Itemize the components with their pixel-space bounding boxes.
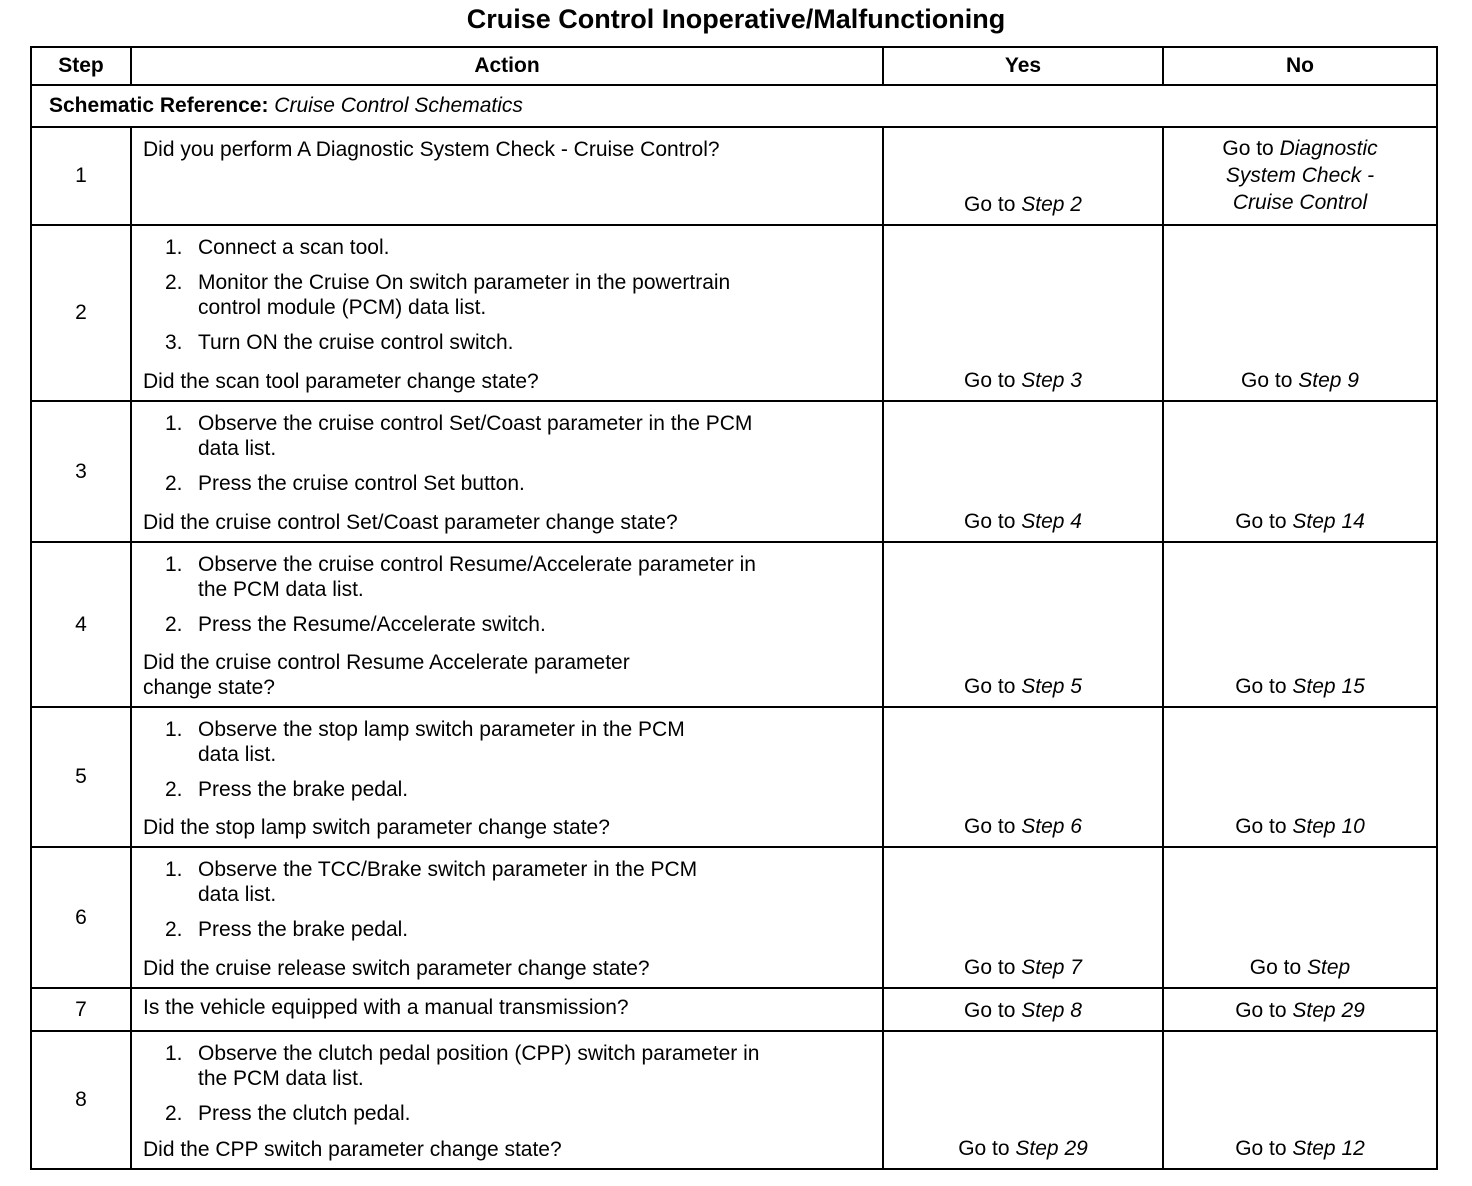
action-item bbox=[143, 411, 872, 461]
no-cell bbox=[1163, 988, 1437, 1031]
action-cell bbox=[131, 225, 883, 401]
action-question: Did you perform A Diagnostic System Check - Cruise Control? bbox=[143, 138, 720, 161]
item-text: Observe the cruise control Set/Coast parameter in the PCM data list. bbox=[198, 412, 753, 460]
item-number: 1. bbox=[165, 236, 183, 259]
item-text: Press the brake pedal. bbox=[198, 918, 409, 941]
step-number: 4 bbox=[31, 542, 131, 707]
yes-prefix: Go to bbox=[958, 1137, 1010, 1160]
header-step: Step bbox=[31, 47, 131, 85]
no-step-link[interactable]: Step 14 bbox=[1292, 510, 1365, 533]
no-step-link[interactable]: Step 15 bbox=[1292, 675, 1365, 698]
no-prefix: Go to bbox=[1222, 137, 1274, 160]
step-number: 2 bbox=[31, 225, 131, 401]
action-content bbox=[143, 543, 872, 706]
action-question: Did the stop lamp switch parameter change state? bbox=[143, 816, 610, 839]
no-cell bbox=[1163, 225, 1437, 401]
action-content bbox=[143, 989, 872, 1030]
yes-cell bbox=[883, 225, 1163, 401]
no-step-link[interactable]: Step 10 bbox=[1292, 815, 1365, 838]
action-item bbox=[143, 717, 872, 767]
item-number: 1. bbox=[165, 858, 183, 881]
action-item bbox=[143, 330, 872, 355]
step-number: 1 bbox=[31, 127, 131, 225]
schematic-row bbox=[31, 85, 1437, 127]
action-question: Did the cruise control Set/Coast parameter change state? bbox=[143, 511, 678, 534]
table-row bbox=[31, 542, 1437, 707]
table-row bbox=[31, 707, 1437, 847]
header-yes: Yes bbox=[883, 47, 1163, 85]
yes-cell bbox=[883, 127, 1163, 225]
step-number: 3 bbox=[31, 401, 131, 542]
item-number: 2. bbox=[165, 613, 183, 636]
action-question: Did the CPP switch parameter change state? bbox=[143, 1138, 562, 1161]
item-number: 1. bbox=[165, 718, 183, 741]
action-question: Did the scan tool parameter change state? bbox=[143, 370, 539, 393]
yes-step-link[interactable]: Step 6 bbox=[1021, 815, 1082, 838]
action-question: Did the cruise release switch parameter change state? bbox=[143, 957, 650, 980]
item-text: Press the clutch pedal. bbox=[198, 1102, 411, 1125]
item-number: 1. bbox=[165, 1042, 183, 1065]
header-no: No bbox=[1163, 47, 1437, 85]
schematic-reference bbox=[31, 85, 1437, 127]
item-text: Observe the clutch pedal position (CPP) switch parameter in the PCM data list. bbox=[198, 1042, 760, 1090]
yes-prefix: Go to bbox=[964, 999, 1016, 1022]
action-item bbox=[143, 270, 872, 320]
action-item bbox=[143, 917, 872, 942]
header-row bbox=[31, 47, 1437, 85]
yes-step-link[interactable]: Step 3 bbox=[1021, 369, 1082, 392]
action-item bbox=[143, 777, 872, 802]
page-title: Cruise Control Inoperative/Malfunctioning bbox=[466, 4, 1006, 34]
no-cell bbox=[1163, 1031, 1437, 1169]
action-item bbox=[143, 552, 872, 602]
yes-step-link[interactable]: Step 8 bbox=[1021, 999, 1082, 1022]
item-text: Observe the TCC/Brake switch parameter in the PCM data list. bbox=[198, 858, 698, 906]
action-cell bbox=[131, 401, 883, 542]
item-number: 2. bbox=[165, 271, 183, 294]
item-number: 2. bbox=[165, 472, 183, 495]
yes-cell bbox=[883, 707, 1163, 847]
action-cell bbox=[131, 988, 883, 1031]
yes-prefix: Go to bbox=[964, 369, 1016, 392]
action-item bbox=[143, 857, 872, 907]
action-item bbox=[143, 1101, 872, 1126]
action-content bbox=[143, 402, 872, 541]
item-number: 2. bbox=[165, 778, 183, 801]
action-cell bbox=[131, 707, 883, 847]
yes-prefix: Go to bbox=[964, 956, 1016, 979]
no-prefix: Go to bbox=[1235, 815, 1287, 838]
item-number: 2. bbox=[165, 1102, 183, 1125]
yes-cell bbox=[883, 542, 1163, 707]
item-number: 1. bbox=[165, 412, 183, 435]
yes-cell bbox=[883, 401, 1163, 542]
header-action: Action bbox=[131, 47, 883, 85]
no-prefix: Go to bbox=[1241, 369, 1293, 392]
diagnostic-table bbox=[30, 46, 1438, 1170]
no-step-link[interactable]: Step 12 bbox=[1292, 1137, 1365, 1160]
action-item bbox=[143, 471, 872, 496]
yes-cell bbox=[883, 988, 1163, 1031]
action-cell bbox=[131, 847, 883, 988]
yes-prefix: Go to bbox=[964, 815, 1016, 838]
step-number: 5 bbox=[31, 707, 131, 847]
table-row bbox=[31, 988, 1437, 1031]
no-prefix: Go to bbox=[1235, 999, 1287, 1022]
action-content bbox=[143, 708, 872, 846]
yes-step-link[interactable]: Step 4 bbox=[1021, 510, 1082, 533]
item-number: 1. bbox=[165, 553, 183, 576]
yes-prefix: Go to bbox=[964, 510, 1016, 533]
yes-step-link[interactable]: Step 2 bbox=[1021, 193, 1082, 216]
table-row bbox=[31, 225, 1437, 401]
action-content bbox=[143, 128, 872, 224]
no-step-link[interactable]: Step bbox=[1307, 956, 1351, 979]
schematic-link[interactable]: Cruise Control Schematics bbox=[274, 94, 523, 117]
action-cell bbox=[131, 1031, 883, 1169]
no-cell bbox=[1163, 401, 1437, 542]
no-step-link[interactable]: Step 29 bbox=[1292, 999, 1365, 1022]
no-step-link[interactable]: Step 9 bbox=[1298, 369, 1359, 392]
step-number: 7 bbox=[31, 988, 131, 1031]
schematic-label: Schematic Reference: bbox=[49, 94, 269, 117]
action-item bbox=[143, 612, 872, 637]
item-text: Turn ON the cruise control switch. bbox=[198, 331, 514, 354]
table-row bbox=[31, 401, 1437, 542]
item-text: Observe the cruise control Resume/Accelerate parameter in the PCM data list. bbox=[198, 553, 756, 601]
no-cell bbox=[1163, 542, 1437, 707]
yes-step-link[interactable]: Step 5 bbox=[1021, 675, 1082, 698]
table-row bbox=[31, 127, 1437, 225]
step-number: 8 bbox=[31, 1031, 131, 1169]
yes-prefix: Go to bbox=[964, 675, 1016, 698]
action-cell bbox=[131, 127, 883, 225]
yes-prefix: Go to bbox=[964, 193, 1016, 216]
action-content bbox=[143, 226, 872, 400]
table-row bbox=[31, 847, 1437, 988]
item-text: Press the Resume/Accelerate switch. bbox=[198, 613, 546, 636]
action-content bbox=[143, 848, 872, 987]
action-content bbox=[143, 1032, 872, 1168]
no-prefix: Go to bbox=[1235, 1137, 1287, 1160]
action-item bbox=[143, 1041, 872, 1091]
item-text: Monitor the Cruise On switch parameter in the powertrain control module (PCM) data list. bbox=[198, 271, 731, 319]
yes-step-link[interactable]: Step 29 bbox=[1015, 1137, 1088, 1160]
no-cell bbox=[1163, 127, 1437, 225]
yes-cell bbox=[883, 847, 1163, 988]
yes-step-link[interactable]: Step 7 bbox=[1021, 956, 1082, 979]
no-cell bbox=[1163, 847, 1437, 988]
step-number: 6 bbox=[31, 847, 131, 988]
table-row bbox=[31, 1031, 1437, 1169]
action-cell bbox=[131, 542, 883, 707]
action-item bbox=[143, 235, 872, 260]
item-number: 2. bbox=[165, 918, 183, 941]
item-text: Press the cruise control Set button. bbox=[198, 472, 525, 495]
action-question: Did the cruise control Resume Accelerate parameter change state? bbox=[143, 651, 630, 699]
no-prefix: Go to bbox=[1249, 956, 1302, 979]
item-text: Observe the stop lamp switch parameter in the PCM data list. bbox=[198, 718, 685, 766]
item-text: Press the brake pedal. bbox=[198, 778, 409, 801]
item-text: Connect a scan tool. bbox=[198, 236, 390, 259]
no-prefix: Go to bbox=[1235, 675, 1287, 698]
yes-cell bbox=[883, 1031, 1163, 1169]
item-number: 3. bbox=[165, 331, 183, 354]
no-step-link[interactable]: Diagnostic System Check - Cruise Control bbox=[1225, 137, 1378, 214]
no-prefix: Go to bbox=[1235, 510, 1287, 533]
action-question: Is the vehicle equipped with a manual transmission? bbox=[143, 996, 629, 1019]
no-cell bbox=[1163, 707, 1437, 847]
